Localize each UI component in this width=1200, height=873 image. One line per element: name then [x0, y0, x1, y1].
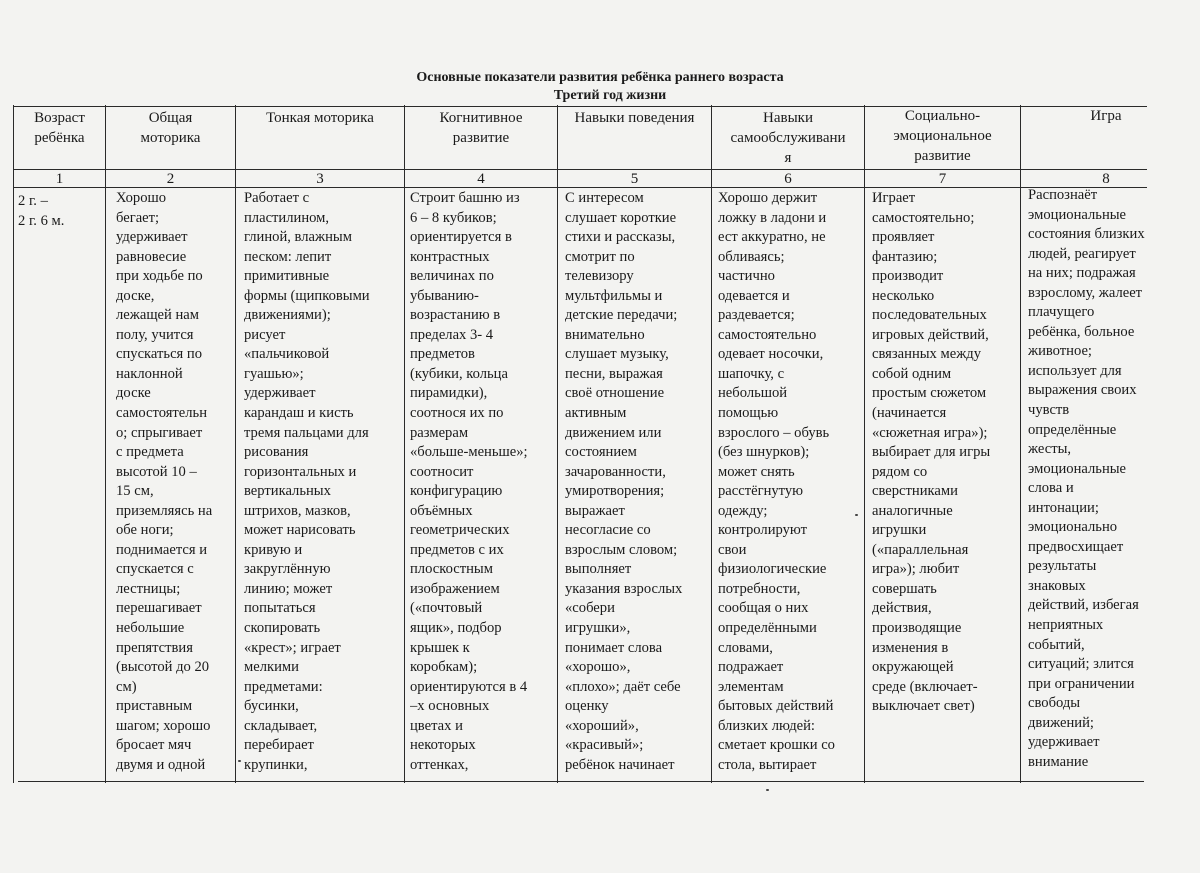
column-header-self-care: Навыки самообслуживани я — [730, 110, 846, 166]
age-cell: 2 г. – 2 г. 6 м. — [18, 193, 65, 229]
column-number: 2 — [166, 171, 175, 187]
column-number: 6 — [784, 171, 792, 187]
column-divider — [105, 105, 106, 783]
fine-motor-cell: Работает с пластилином, глиной, влажным песком: лепит примитивные формы (щипковыми движениями); рисует «пальчиковой гуашью»; удерживает карандаш и кисть тремя пальцами для рисования горизонтальных и вертикальных штрихов, мазков, может нарисовать кривую и закруглённую линию; может попытаться скопировать «крест»; играет мелкими предметами: бусинки, складывает, перебирает крупинки, — [244, 190, 370, 773]
table-bottom-border — [18, 781, 1144, 782]
column-number: 3 — [316, 171, 324, 187]
column-divider — [711, 105, 712, 783]
column-header-play: Игра — [1090, 108, 1122, 124]
column-header-gross-motor: Общая моторика — [140, 110, 201, 146]
self-care-cell: Хорошо держит ложку в ладони и ест аккуратно, не обливаясь; частично одевается и раздевается; самостоятельно одевает носочки, шапочку, с небольшой помощью взрослого – обувь (без шнурков); может снять расстёгнутую одежду; контролируют свои физиологические потребности, сообщая о них определёнными словами, подражает элементам бытовых действий близких людей: сметает крошки со стола, вытирает — [718, 190, 835, 773]
play-cell: Распознаёт эмоциональные состояния близких людей, реагирует на них; подражая взрослому, жалеет плачущего ребёнка, больное животное; использует для выражения своих чувств определённые жесты, эмоциональные слова и интонации; эмоционально предвосхищает результаты знаковых действий, избегая неприятных событий, ситуаций; злится при ограничении свободы движений; удерживает внимание — [1028, 187, 1145, 770]
social-emotional-cell: Играет самостоятельно; проявляет фантазию; производит несколько последовательных игровых действий, связанных между собой одним простым сюжетом (начинается «сюжетная игра»); выбирает для игры рядом со сверстниками аналогичные игрушки («параллельная игра»); любит совершать действия, производящие изменения в окружающей среде (включает- выключает свет) — [872, 190, 991, 715]
scan-speck — [766, 789, 769, 791]
gross-motor-cell: Хорошо бегает; удерживает равновесие при ходьбе по доске, лежащей нам полу, учится спускаться по наклонной доске самостоятельн о; спрыгивает с предмета высотой 10 – 15 см, приземляясь на обе ноги; поднимается и спускается с лестницы; перешагивает небольшие препятствия (высотой до 20 см) приставным шагом; хорошо бросает мяч двумя и одной — [116, 190, 213, 773]
column-divider — [13, 105, 14, 783]
cognitive-cell: Строит башню из 6 – 8 кубиков; ориентируется в контрастных величинах по убыванию- возрастанию в пределах 3- 4 предметов (кубики, кольца пирамидки), соотнося их по размерам «больше-меньше»; соотносит конфигурацию объёмных геометрических предметов с их плоскостным изображением («почтовый ящик», подбор крышек к коробкам); ориентируются в 4 –х основных цветах и некоторых оттенках, — [410, 190, 528, 773]
column-divider — [235, 105, 236, 783]
column-divider — [404, 105, 405, 783]
behavior-cell: С интересом слушает короткие стихи и рассказы, смотрит по телевизору мультфильмы и детские передачи; внимательно слушает музыку, песни, выражая своё отношение активным движением или состоянием зачарованности, умиротворения; выражает несогласие со взрослым словом; выполняет указания взрослых «собери игрушки», понимает слова «хорошо», «плохо»; даёт себе оценку «хороший», «красивый»; ребёнок начинает — [565, 190, 683, 773]
column-header-fine-motor: Тонкая моторика — [266, 110, 374, 126]
column-divider — [864, 105, 865, 783]
scan-speck — [238, 760, 241, 762]
column-divider — [1020, 105, 1021, 783]
scan-speck — [855, 514, 858, 516]
column-number: 7 — [938, 171, 947, 187]
column-divider — [557, 105, 558, 783]
column-header-behavior: Навыки поведения — [574, 110, 695, 126]
column-number: 5 — [630, 171, 639, 187]
column-number: 4 — [477, 171, 485, 187]
page-title: Основные показатели развития ребёнка раннего возраста — [416, 70, 784, 85]
column-number: 1 — [55, 171, 64, 187]
column-header-cognitive: Когнитивное развитие — [439, 110, 523, 146]
column-header-age: Возраст ребёнка — [34, 110, 85, 146]
page-subtitle: Третий год жизни — [553, 88, 667, 103]
column-number: 8 — [1102, 171, 1110, 187]
column-header-social-emotional: Социально- эмоциональное развитие — [893, 108, 992, 164]
